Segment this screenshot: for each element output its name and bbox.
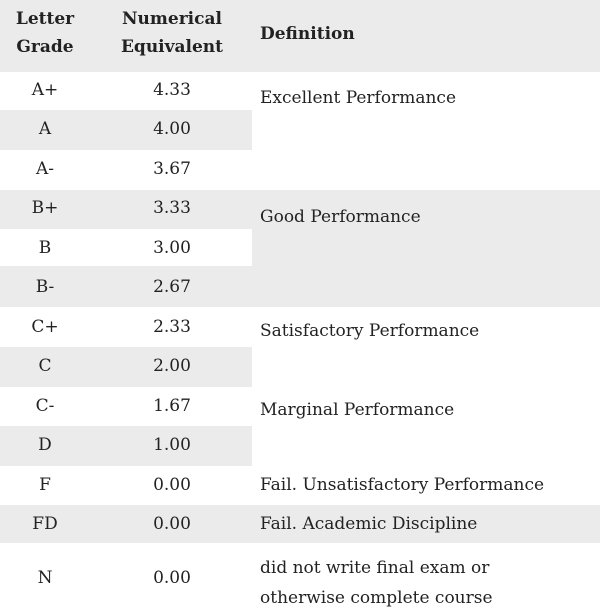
definition-good: Good Performance bbox=[260, 207, 421, 227]
definition-fail-discipline: Fail. Academic Discipline bbox=[260, 514, 478, 534]
numerical-value-cell: 2.33 bbox=[153, 317, 191, 337]
definition-did-not-write-line1: did not write final exam or bbox=[260, 558, 490, 578]
letter-grade-cell: B- bbox=[35, 277, 55, 297]
header-numerical-equivalent bbox=[110, 5, 234, 61]
definition-did-not-write-line2: otherwise complete course bbox=[260, 588, 493, 608]
numerical-value-cell: 3.00 bbox=[153, 238, 191, 258]
numerical-value-cell: 3.67 bbox=[153, 159, 191, 179]
letter-grade-cell: FD bbox=[32, 514, 58, 534]
header-numerical-line1: Numerical bbox=[122, 9, 222, 29]
letter-grade-cell: A+ bbox=[31, 80, 59, 100]
numerical-value-cell: 4.00 bbox=[153, 119, 191, 139]
numerical-value-cell: 4.33 bbox=[153, 80, 191, 100]
letter-grade-cell: A- bbox=[35, 159, 55, 179]
header-letter-grade bbox=[0, 5, 90, 61]
definition-satisfactory: Satisfactory Performance bbox=[260, 321, 480, 341]
numerical-value-cell: 1.67 bbox=[153, 396, 191, 416]
letter-grade-cell: D bbox=[38, 435, 52, 455]
letter-grade-cell: C+ bbox=[31, 317, 59, 337]
header-letter-line2: Grade bbox=[16, 37, 74, 57]
letter-grade-cell: B bbox=[38, 238, 52, 258]
numerical-value-cell: 2.00 bbox=[153, 356, 191, 376]
header-letter-line1: Letter bbox=[15, 9, 75, 29]
letter-grade-cell: A bbox=[38, 119, 52, 139]
letter-grade-cell: N bbox=[37, 568, 53, 588]
definition-did-not-write bbox=[260, 553, 600, 613]
letter-grade-cell: C- bbox=[35, 396, 55, 416]
definition-fail-unsatisfactory: Fail. Unsatisfactory Performance bbox=[260, 475, 545, 495]
numerical-value-cell: 3.33 bbox=[153, 198, 191, 218]
definition-marginal: Marginal Performance bbox=[260, 400, 455, 420]
numerical-value-cell: 2.67 bbox=[153, 277, 191, 297]
definition-excellent: Excellent Performance bbox=[260, 88, 456, 108]
header-numerical-line2: Equivalent bbox=[120, 37, 224, 57]
numerical-value-cell: 0.00 bbox=[153, 514, 191, 534]
header-definition: Definition bbox=[260, 24, 355, 44]
letter-grade-cell: F bbox=[39, 475, 51, 495]
numerical-value-cell: 0.00 bbox=[153, 475, 191, 495]
numerical-value-cell: 0.00 bbox=[153, 568, 191, 588]
letter-grade-cell: B+ bbox=[31, 198, 59, 218]
letter-grade-cell: C bbox=[38, 356, 52, 376]
numerical-value-cell: 1.00 bbox=[153, 435, 191, 455]
